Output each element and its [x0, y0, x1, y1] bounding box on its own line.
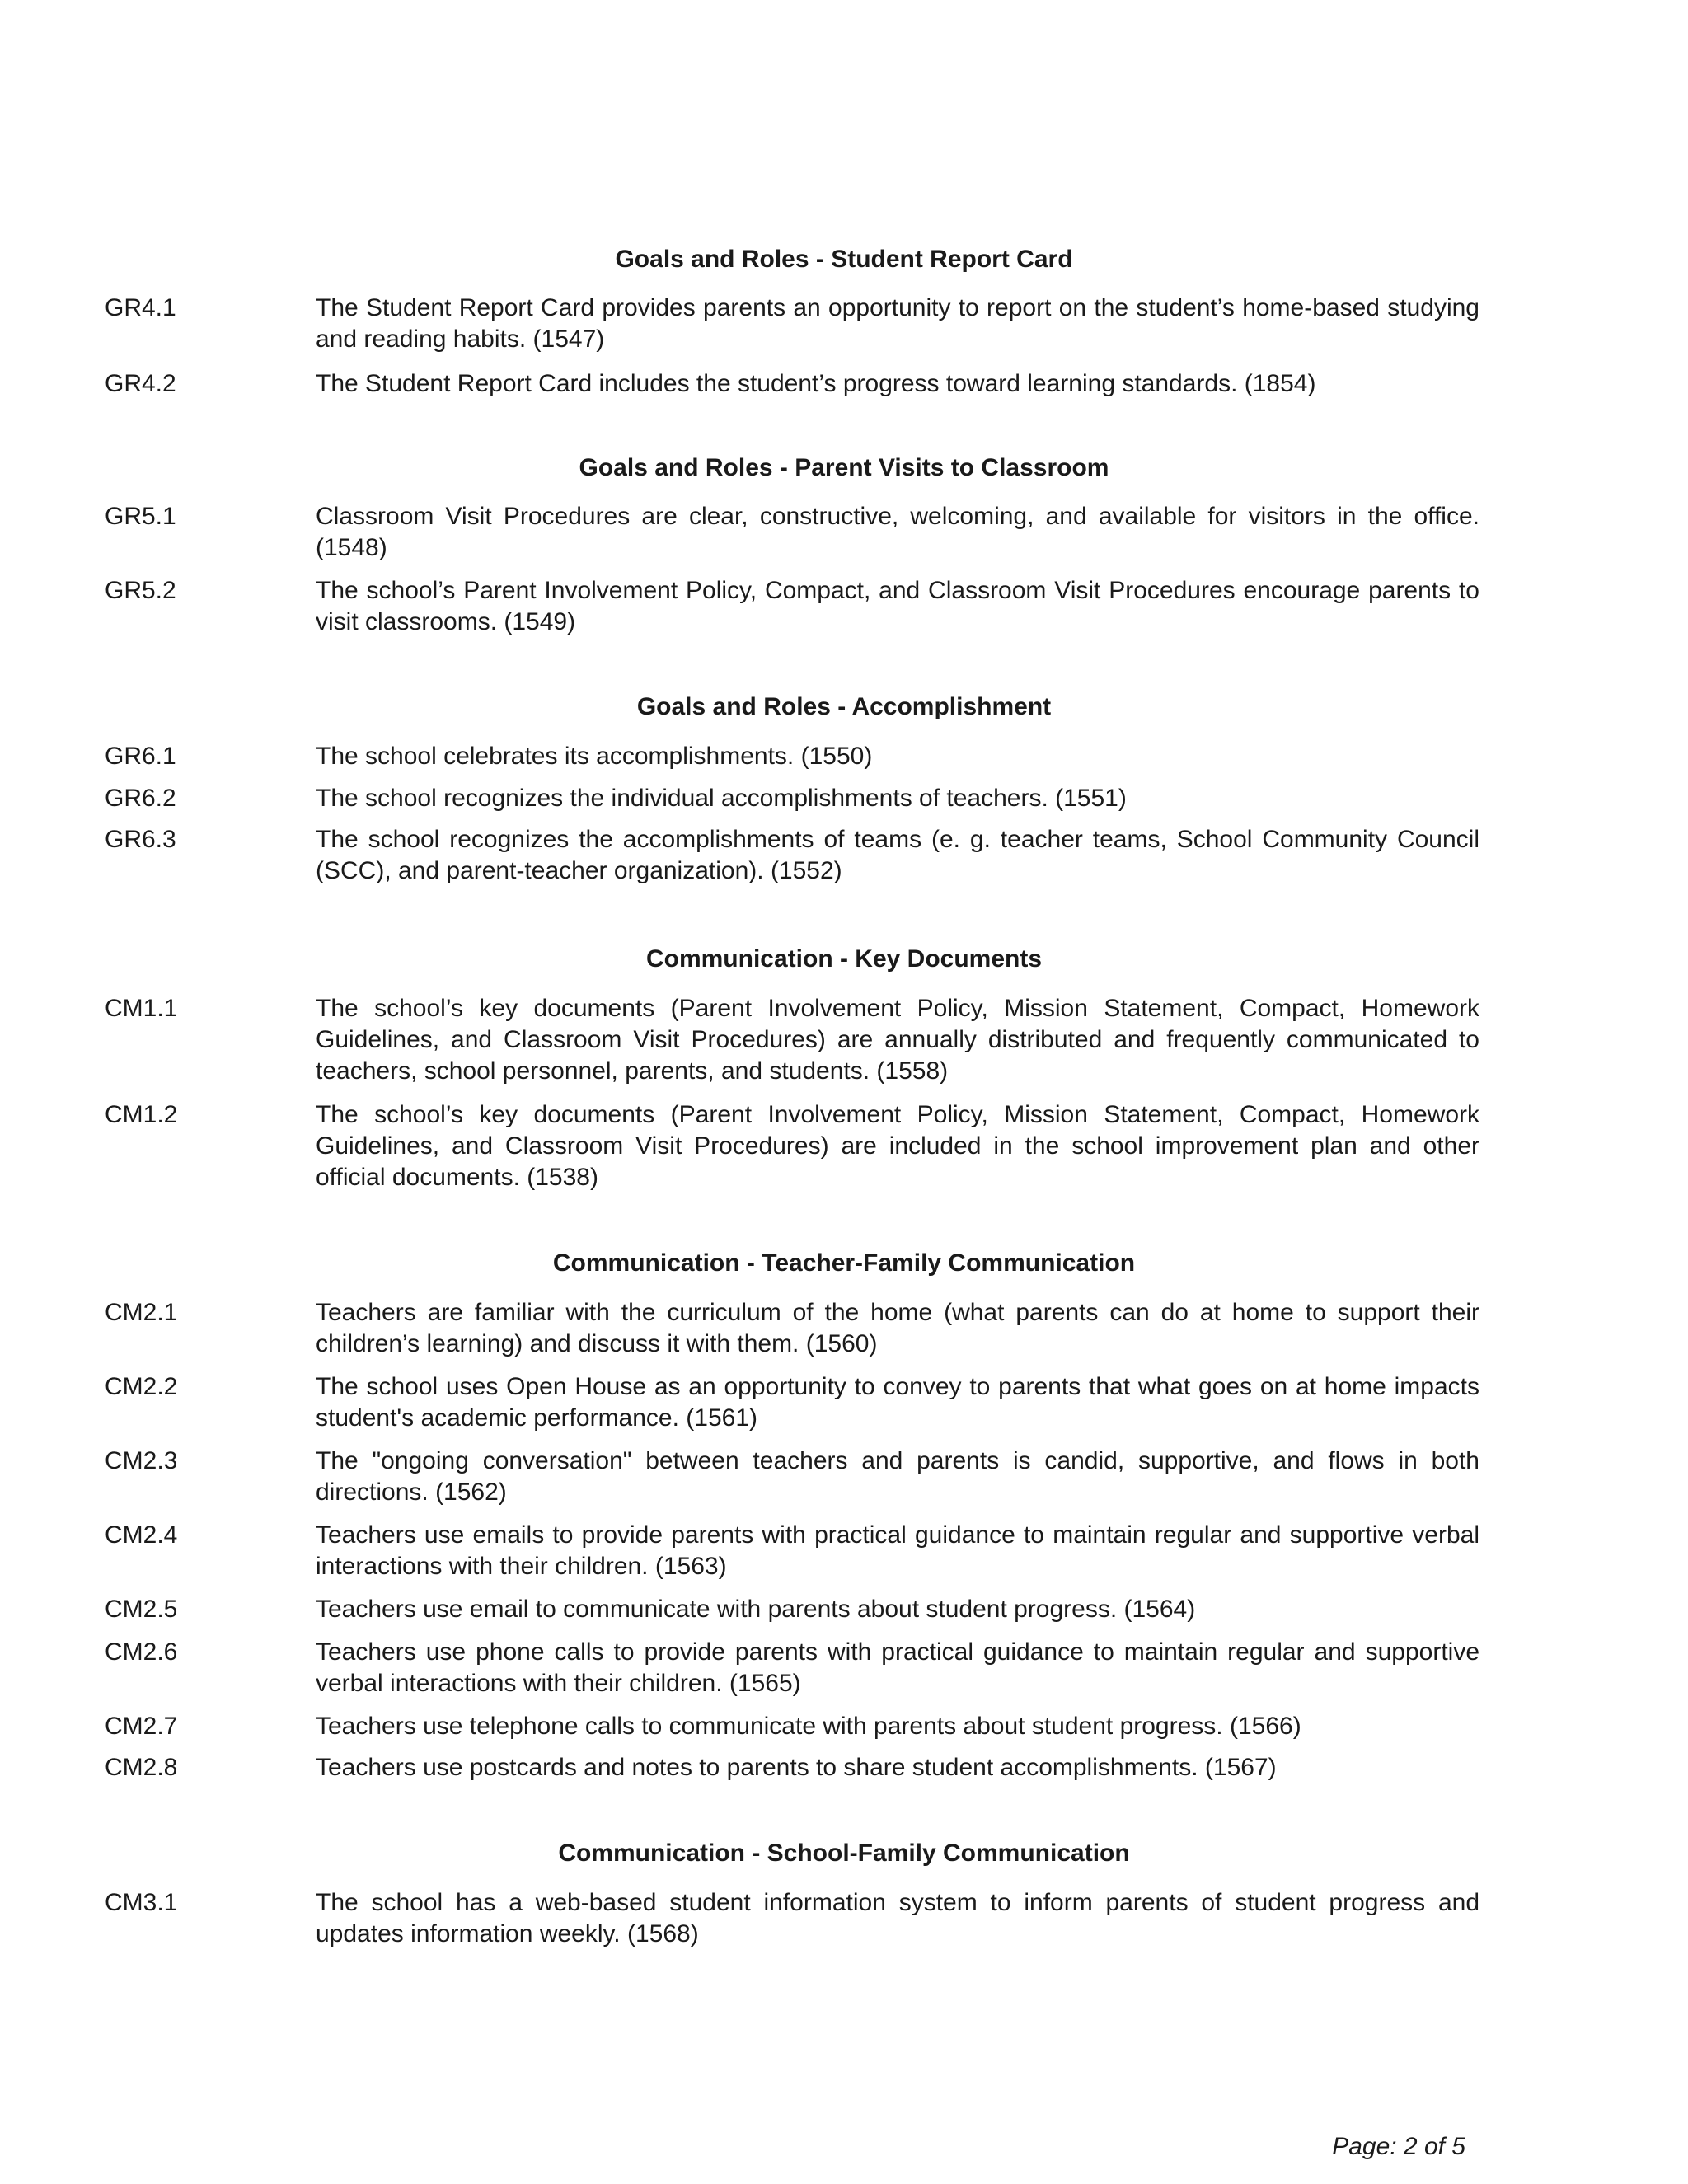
item-text: The school’s key documents (Parent Involvement Policy, Mission Statement, Compact, Homework Guidelines, and Classroom Visit Procedures) are annually distributed and frequently communicated to teachers, school personnel, parents, and students. (1558)	[316, 995, 1479, 1085]
item-text: Teachers use postcards and notes to parents to share student accomplishments. (1567)	[316, 1754, 1277, 1781]
item-text: The school has a web-based student information system to inform parents of student progress and updates information weekly. (1568)	[316, 1889, 1479, 1947]
item-code: GR5.1	[105, 503, 176, 530]
section-title: Communication - School-Family Communication	[558, 1840, 1130, 1867]
item-text: Teachers use email to communicate with parents about student progress. (1564)	[316, 1596, 1196, 1623]
item-code: GR6.3	[105, 826, 176, 853]
section-title: Communication - Teacher-Family Communication	[552, 1249, 1136, 1277]
item-text: The Student Report Card provides parents an opportunity to report on the student’s home-based studying and reading habits. (1547)	[316, 294, 1479, 353]
item-code: GR6.1	[105, 743, 176, 770]
item-text: The school recognizes the individual accomplishments of teachers. (1551)	[316, 785, 1127, 812]
item-text: Teachers use phone calls to provide parents with practical guidance to maintain regular and supportive verbal interactions with their children. (1565)	[316, 1638, 1479, 1697]
item-text: The school’s key documents (Parent Involvement Policy, Mission Statement, Compact, Homework Guidelines, and Classroom Visit Procedures) are included in the school improvement plan and other official documents. (1538)	[316, 1101, 1479, 1191]
item-code: CM2.5	[105, 1596, 178, 1623]
item-code: CM2.6	[105, 1638, 178, 1666]
item-code: GR4.2	[105, 370, 176, 397]
item-code: GR4.1	[105, 294, 176, 321]
item-code: CM2.1	[105, 1299, 178, 1326]
item-code: CM1.2	[105, 1101, 178, 1128]
item-code: CM2.7	[105, 1713, 178, 1740]
item-text: The "ongoing conversation" between teachers and parents is candid, supportive, and flows in both directions. (1562)	[316, 1447, 1479, 1506]
page-number: Page: 2 of 5	[1332, 2133, 1465, 2160]
item-code: CM2.3	[105, 1447, 178, 1474]
item-code: CM1.1	[105, 995, 178, 1022]
item-text: The Student Report Card includes the student’s progress toward learning standards. (1854)	[316, 370, 1316, 397]
section-title: Goals and Roles - Accomplishment	[636, 693, 1052, 720]
item-text: The school uses Open House as an opportunity to convey to parents that what goes on at home impacts student's academic performance. (1561)	[316, 1373, 1479, 1432]
item-code: GR5.2	[105, 577, 176, 604]
item-text: Classroom Visit Procedures are clear, constructive, welcoming, and available for visitors in the office. (1548)	[316, 503, 1479, 561]
section-title: Goals and Roles - Student Report Card	[615, 246, 1073, 273]
item-text: The school’s Parent Involvement Policy, Compact, and Classroom Visit Procedures encourage parents to visit classrooms. (1549)	[316, 577, 1479, 635]
section-title: Communication - Key Documents	[645, 945, 1043, 972]
item-text: The school recognizes the accomplishments of teams (e. g. teacher teams, School Community Council (SCC), and parent-teacher organization). (1552)	[316, 826, 1479, 884]
item-text: Teachers use emails to provide parents with practical guidance to maintain regular and supportive verbal interactions with their children. (1563)	[316, 1521, 1479, 1580]
item-code: GR6.2	[105, 785, 176, 812]
item-text: The school celebrates its accomplishments. (1550)	[316, 743, 873, 770]
item-code: CM3.1	[105, 1889, 178, 1916]
item-text: Teachers use telephone calls to communicate with parents about student progress. (1566)	[316, 1713, 1301, 1740]
section-title: Goals and Roles - Parent Visits to Classroom	[579, 454, 1109, 481]
item-code: CM2.8	[105, 1754, 178, 1781]
item-text: Teachers are familiar with the curriculum of the home (what parents can do at home to support their children’s learning) and discuss it with them. (1560)	[316, 1299, 1479, 1357]
item-code: CM2.4	[105, 1521, 178, 1549]
item-code: CM2.2	[105, 1373, 178, 1400]
